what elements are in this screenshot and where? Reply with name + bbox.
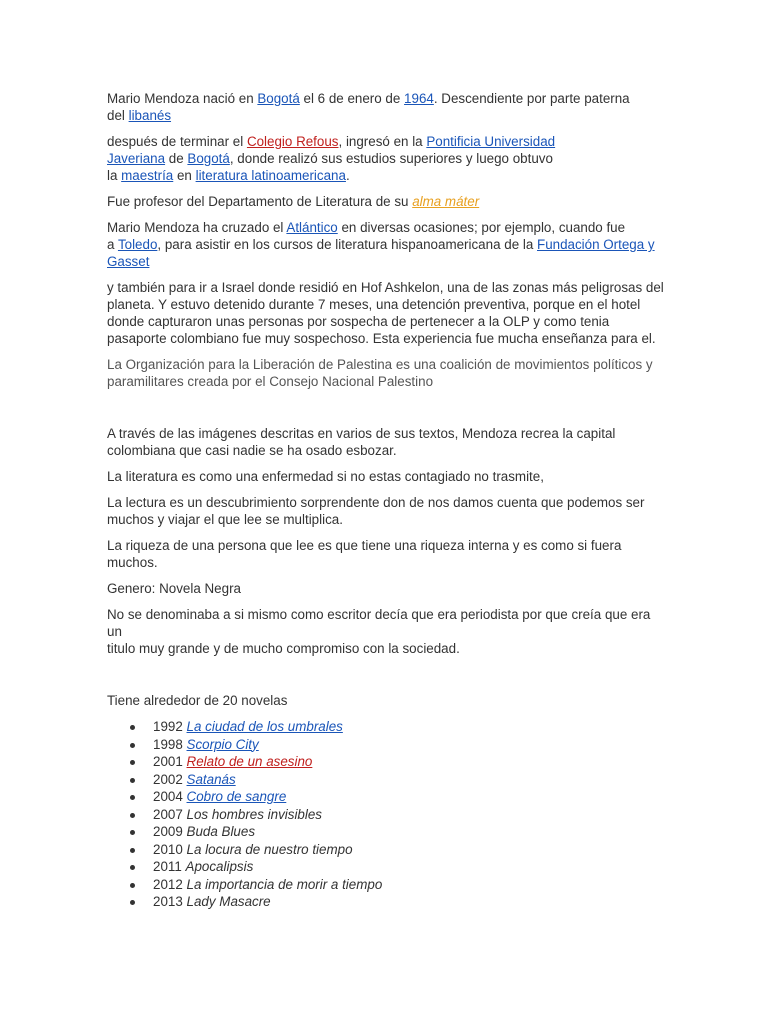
text-line: A través de las imágenes descritas en varios de sus textos, Mendoza recrea la capital: [107, 426, 616, 441]
link-literatura-latinoamericana[interactable]: literatura latinoamericana: [195, 168, 346, 183]
document-content: [107, 90, 667, 911]
paragraph-reading-quote: [107, 494, 667, 528]
link-alma-mater[interactable]: alma máter: [412, 194, 480, 209]
novel-title: Buda Blues: [186, 824, 256, 839]
novel-title-link[interactable]: La ciudad de los umbrales: [186, 719, 343, 734]
list-item: [153, 753, 667, 771]
text: el 6 de enero de: [299, 91, 405, 106]
link-javeriana[interactable]: Javeriana: [107, 151, 166, 166]
list-item: [153, 736, 667, 754]
text-line: La literatura es como una enfermedad si no estas contagiado no trasmite,: [107, 469, 544, 484]
link-pontificia-universidad[interactable]: Pontificia Universidad: [426, 134, 556, 149]
list-item: [153, 718, 667, 736]
novel-year: 1992: [153, 719, 183, 734]
novel-title-link[interactable]: Scorpio City: [186, 736, 259, 752]
list-item: [153, 893, 667, 911]
list-item: [153, 788, 667, 806]
list-item: [153, 876, 667, 894]
paragraph-novel-count: [107, 692, 667, 709]
bullet-icon: [130, 725, 135, 730]
bullet-icon: [130, 743, 135, 748]
link-toledo[interactable]: Toledo: [117, 237, 158, 252]
text: en diversas ocasiones; por ejemplo, cuando fue: [337, 220, 626, 235]
text-line: muchos y viajar el que lee se multiplica.: [107, 512, 343, 527]
novel-year: 2013: [153, 894, 183, 909]
bullet-icon: [130, 795, 135, 800]
text: Fue profesor del Departamento de Literatura de su: [107, 194, 413, 209]
bullet-icon: [130, 900, 135, 905]
text-line: planeta. Y estuvo detenido durante 7 meses, una detención preventiva, porque en el hotel: [107, 297, 641, 312]
novel-title: Apocalipsis: [185, 859, 254, 874]
paragraph-education: [107, 133, 667, 184]
text-line: No se denominaba a si mismo como escritor decía que era periodista por que creía que era un: [107, 607, 651, 639]
text-line: y también para ir a Israel donde residió en Hof Ashkelon, una de las zonas más peligrosas del: [107, 280, 664, 295]
novel-title-link[interactable]: Satanás: [186, 771, 236, 787]
text-line: Tiene alrededor de 20 novelas: [107, 693, 288, 708]
link-1964[interactable]: 1964: [404, 91, 434, 106]
text-line: Genero: Novela Negra: [107, 581, 241, 596]
paragraph-professor: [107, 193, 667, 210]
text-line: La Organización para la Liberación de Palestina es una coalición de movimientos políticos y: [107, 357, 653, 372]
paragraph-journalist: [107, 606, 667, 657]
link-fundacion-ortega[interactable]: Fundación Ortega y: [537, 237, 655, 252]
text: , donde realizó sus estudios superiores y luego obtuvo: [229, 151, 553, 166]
bullet-icon: [130, 848, 135, 853]
text: después de terminar el: [107, 134, 247, 149]
link-maestria[interactable]: maestría: [121, 168, 174, 183]
novel-title: Los hombres invisibles: [186, 806, 322, 822]
novel-year: 2010: [153, 841, 183, 857]
text: .: [345, 168, 350, 183]
text-line: La riqueza de una persona que lee es que tiene una riqueza interna y es como si fuera: [107, 538, 622, 553]
text-line: donde capturaron unas personas por sospecha de pertenecer a la OLP y como tenia: [107, 314, 610, 329]
novel-year: 2001: [153, 754, 183, 769]
link-gasset[interactable]: Gasset: [107, 254, 150, 269]
link-libanes[interactable]: libanés: [128, 108, 172, 123]
bullet-icon: [130, 760, 135, 765]
novel-year: 2007: [153, 806, 183, 822]
text-line: La lectura es un descubrimiento sorprendente don de nos damos cuenta que podemos ser: [107, 495, 645, 510]
text-line: muchos.: [107, 555, 158, 570]
text-line: colombiana que casi nadie se ha osado esbozar.: [107, 443, 397, 458]
list-item: [153, 841, 667, 859]
novel-year: 2009: [153, 824, 183, 839]
novel-year: 1998: [153, 736, 183, 752]
list-item: [153, 823, 667, 841]
list-item: [153, 806, 667, 824]
link-colegio-refous[interactable]: Colegio Refous: [246, 134, 339, 149]
bullet-icon: [130, 813, 135, 818]
novel-title: La locura de nuestro tiempo: [186, 841, 353, 857]
novel-year: 2002: [153, 771, 183, 787]
text: Mario Mendoza nació en: [107, 91, 258, 106]
list-item: [153, 771, 667, 789]
link-bogota-2[interactable]: Bogotá: [187, 151, 230, 166]
text: Mario Mendoza ha cruzado el: [107, 220, 287, 235]
novel-title: La importancia de morir a tiempo: [186, 876, 383, 892]
paragraph-bogota-images: [107, 425, 667, 459]
novel-title-link[interactable]: Relato de un asesino: [186, 754, 313, 769]
text: a: [107, 237, 118, 252]
link-atlantico[interactable]: Atlántico: [286, 220, 338, 235]
paragraph-israel: [107, 279, 667, 347]
text: , ingresó en la: [338, 134, 427, 149]
novel-year: 2004: [153, 789, 183, 804]
text: , para asistir en los cursos de literatura hispanoamericana de la: [157, 237, 538, 252]
text-line: paramilitares creada por el Consejo Nacional Palestino: [107, 374, 434, 389]
novel-year: 2012: [153, 876, 183, 892]
novel-list: [107, 718, 667, 911]
paragraph-travels: [107, 219, 667, 270]
text: de: [165, 151, 188, 166]
text: la: [107, 168, 122, 183]
paragraph-wealth-quote: [107, 537, 667, 571]
spacer: [107, 399, 667, 425]
bullet-icon: [130, 830, 135, 835]
text: . Descendiente por parte paterna: [433, 91, 630, 106]
bullet-icon: [130, 865, 135, 870]
novel-title-link[interactable]: Cobro de sangre: [186, 789, 287, 804]
link-bogota[interactable]: Bogotá: [257, 91, 300, 106]
paragraph-olp-definition: [107, 356, 667, 390]
spacer: [107, 666, 667, 692]
text: del: [107, 108, 129, 123]
novel-year: 2011: [153, 859, 182, 874]
paragraph-genre: [107, 580, 667, 597]
text-line: titulo muy grande y de mucho compromiso con la sociedad.: [107, 641, 460, 656]
text-line: pasaporte colombiano fue muy sospechoso. Esta experiencia fue mucha enseñanza para el.: [107, 331, 656, 346]
bullet-icon: [130, 778, 135, 783]
paragraph-birth: [107, 90, 667, 124]
list-item: [153, 858, 667, 876]
paragraph-literature-quote: [107, 468, 667, 485]
bullet-icon: [130, 883, 135, 888]
text: en: [173, 168, 196, 183]
novel-title: Lady Masacre: [186, 894, 271, 909]
